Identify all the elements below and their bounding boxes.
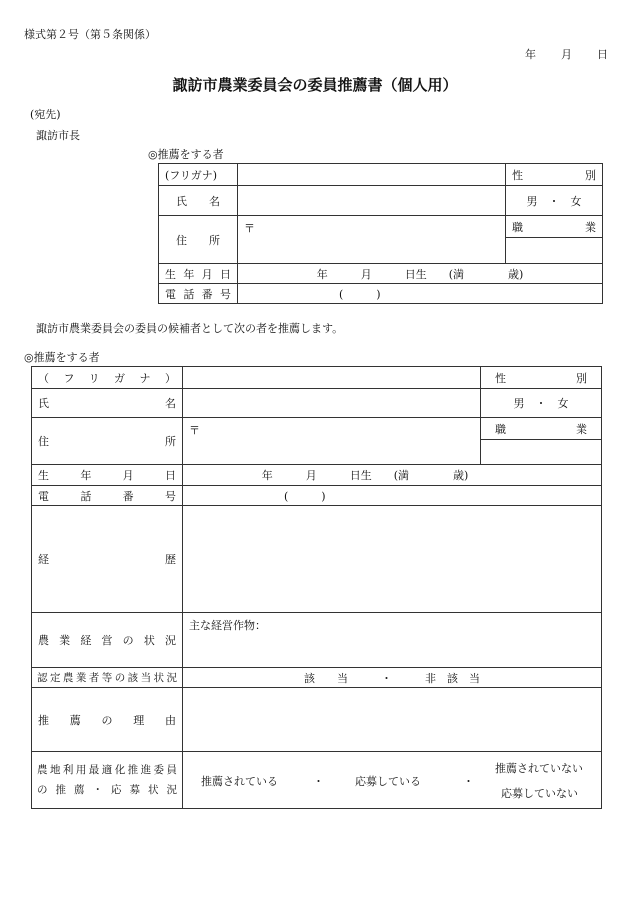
candidate-sex-choice[interactable]: 男 ・ 女 [481,389,602,418]
recommender-occupation-field[interactable] [506,238,603,264]
optimization-label-line1: 農地利用最適化推進委員 [37,764,177,776]
addressee-name: 諏訪市長 [36,129,80,142]
candidate-occupation-label: 職業 [481,418,602,440]
optimization-options [183,752,601,808]
recommender-name-field[interactable] [238,186,506,216]
recommender-sex-choice[interactable]: 男 ・ 女 [506,186,603,216]
statement: 諏訪市農業委員会の委員の候補者として次の者を推薦します。 [36,322,344,335]
candidate-career-field[interactable] [183,506,602,613]
recommender-occupation-label: 職 業 [506,216,603,238]
recommender-sex-label: 性 別 [506,164,603,186]
candidate-farm-crops-label: 主な経営作物： [189,619,266,632]
candidate-reason-field[interactable] [183,688,602,752]
candidate-phone-label: 電話番号 [32,486,183,506]
opt-dot-2: ・ [463,775,474,788]
page-title: 諏訪市農業委員会の委員推薦書（個人用） [172,76,458,94]
candidate-section-label: ◎推薦をする者 [24,351,100,364]
candidate-farm-field[interactable] [183,613,602,668]
candidate-optimization-field[interactable] [183,752,602,809]
recommender-furigana-label: (フリガナ) [159,164,238,186]
candidate-sex-label: 性別 [481,367,602,389]
candidate-name-label: 氏名 [32,389,183,418]
candidate-table [31,366,602,809]
recommender-phone-label: 電話番号 [159,284,238,304]
recommender-birth-field[interactable]: 年 月 日生 (満 歳) [238,264,603,284]
candidate-occupation-field[interactable] [481,440,602,465]
addressee-label: (宛先) [30,108,61,121]
recommender-name-label: 氏 名 [159,186,238,216]
form-number: 様式第２号（第５条関係） [24,28,156,41]
candidate-name-field[interactable] [183,389,481,418]
date-line [525,46,608,62]
opt-applied[interactable]: 応募している [355,775,421,788]
recommender-postal-mark: 〒 [244,222,255,235]
opt-not-recommended[interactable]: 推薦されていない [495,762,583,775]
recommender-phone-parens: ( ) [339,287,381,301]
date-day: 日 [597,48,608,61]
recommender-furigana-field[interactable] [238,164,506,186]
candidate-certified-label: 認定農業者等の該当状況 [32,668,183,688]
opt-not-applied[interactable]: 応募していない [501,787,578,800]
date-month: 月 [561,48,572,61]
candidate-certified-choice[interactable]: 該 当 ・ 非 該 当 [183,668,602,688]
recommender-birth-label: 生年月日 [159,264,238,284]
recommender-table [158,163,603,304]
recommender-address-label: 住 所 [159,216,238,264]
candidate-phone-field[interactable] [183,486,602,506]
candidate-birth-label: 生年月日 [32,465,183,486]
recommender-phone-field[interactable] [238,284,603,304]
candidate-furigana-field[interactable] [183,367,481,389]
optimization-label-line2: の推薦・応募状況 [37,784,177,796]
opt-recommended[interactable]: 推薦されている [201,775,278,788]
candidate-address-label: 住所 [32,418,183,465]
candidate-phone-parens: ( ) [284,489,326,503]
candidate-address-field[interactable] [183,418,481,465]
candidate-reason-label: 推薦の理由 [32,688,183,752]
candidate-furigana-label: （フリガナ） [32,367,183,389]
candidate-career-label: 経歴 [32,506,183,613]
candidate-farm-label: 農業経営の状況 [32,613,183,668]
recommender-address-field[interactable] [238,216,506,264]
candidate-postal-mark: 〒 [189,424,200,437]
recommender-section-label: ◎推薦をする者 [148,148,224,161]
candidate-optimization-label [32,752,183,809]
opt-dot-1: ・ [313,775,324,788]
candidate-birth-field[interactable]: 年 月 日生 (満 歳) [183,465,602,486]
date-year: 年 [525,48,536,61]
